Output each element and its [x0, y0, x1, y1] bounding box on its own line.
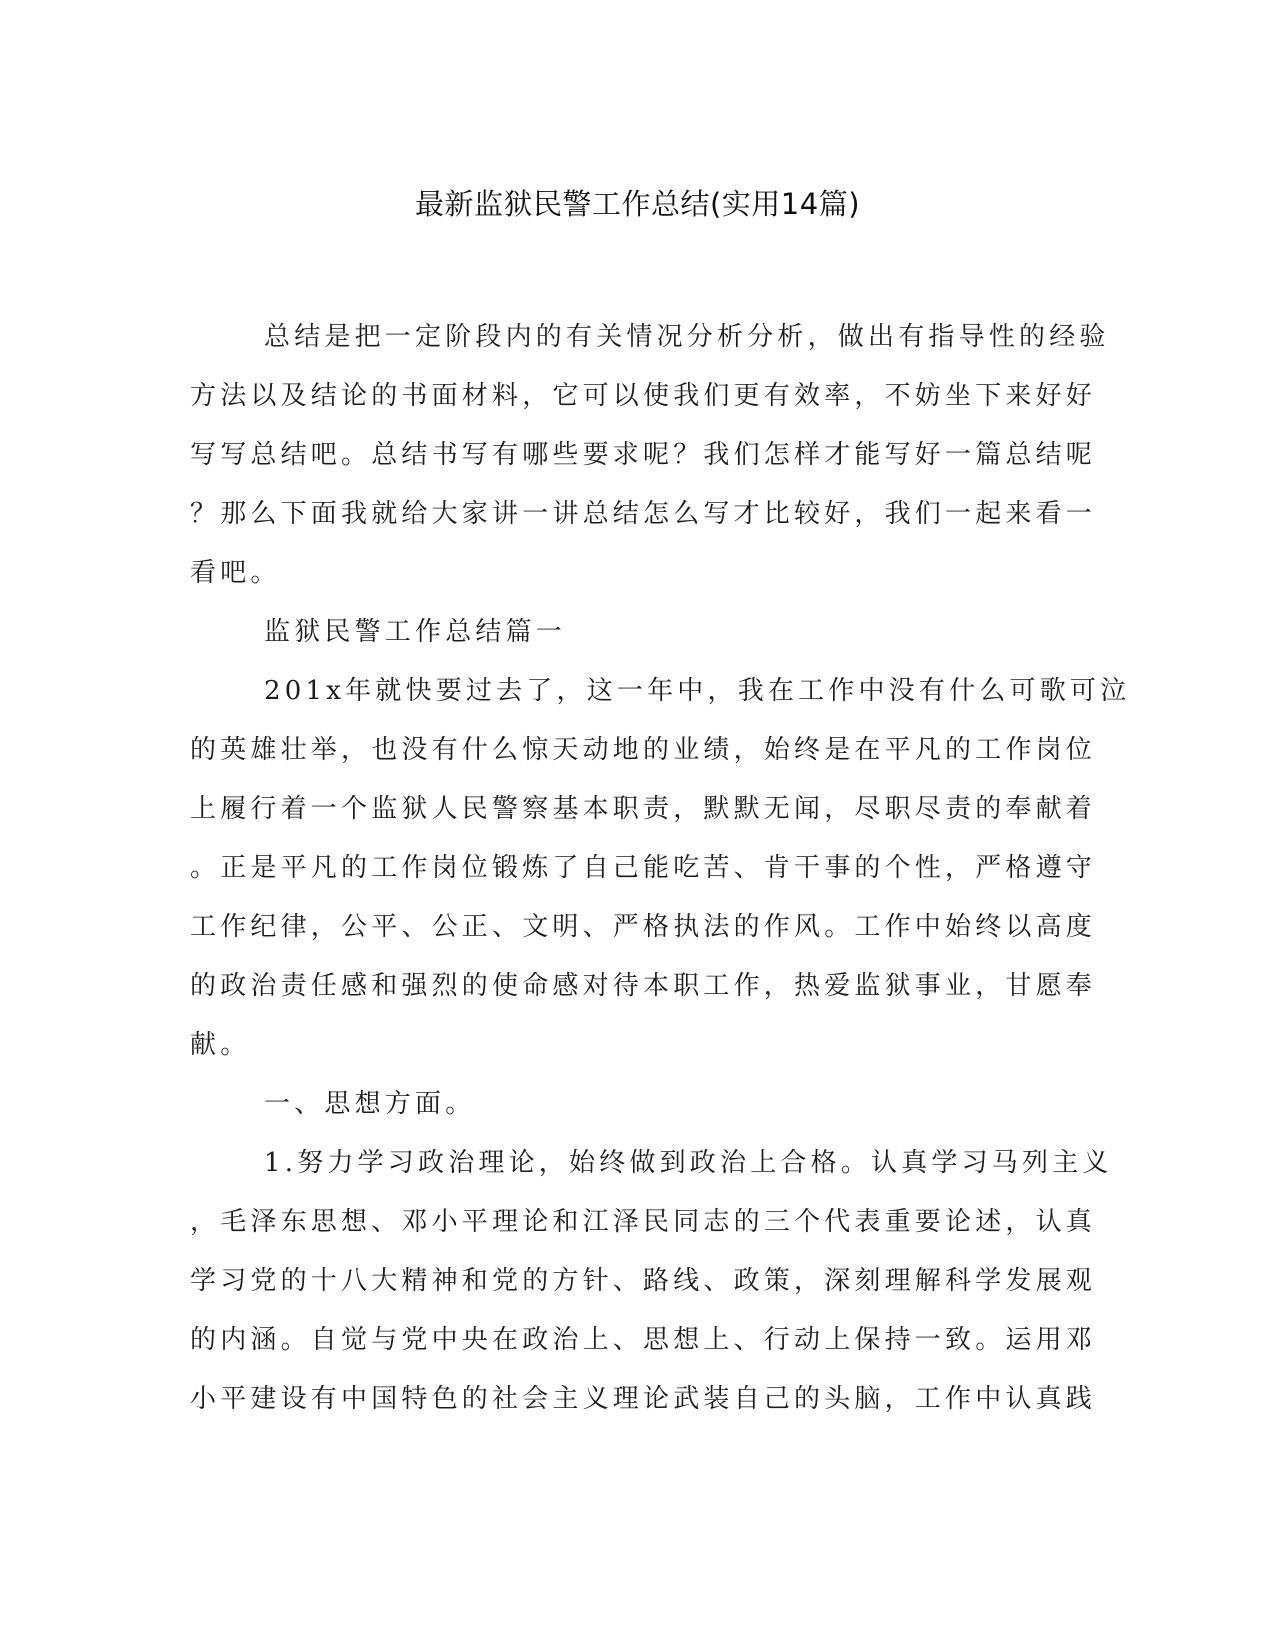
paragraph-line: 的内涵。自觉与党中央在政治上、思想上、行动上保持一致。运用邓 [190, 1325, 1097, 1355]
paragraph-line: 献。 [190, 1030, 251, 1060]
paragraph-line: 总结是把一定阶段内的有关情况分析分析，做出有指导性的经验 [264, 322, 1110, 352]
paragraph-line: 的政治责任感和强烈的使命感对待本职工作，热爱监狱事业，甘愿奉 [190, 971, 1097, 1001]
subsection-heading: 一、思想方面。 [264, 1089, 476, 1119]
paragraph-line: 201x年就快要过去了，这一年中，我在工作中没有什么可歌可泣 [264, 676, 1131, 706]
paragraph-line: 写写总结吧。总结书写有哪些要求呢？我们怎样才能写好一篇总结呢 [190, 440, 1097, 470]
paragraph-line: ？那么下面我就给大家讲一讲总结怎么写才比较好，我们一起来看一 [190, 499, 1097, 529]
document-title: 最新监狱民警工作总结(实用14篇) [414, 187, 861, 221]
paragraph-line: 的英雄壮举，也没有什么惊天动地的业绩，始终是在平凡的工作岗位 [190, 735, 1097, 765]
paragraph-line: 小平建设有中国特色的社会主义理论武装自己的头脑，工作中认真践 [190, 1384, 1097, 1414]
paragraph-line: 1.努力学习政治理论，始终做到政治上合格。认真学习马列主义 [264, 1148, 1113, 1178]
section-heading: 监狱民警工作总结篇一 [264, 617, 567, 647]
paragraph-line: ，毛泽东思想、邓小平理论和江泽民同志的三个代表重要论述，认真 [190, 1207, 1097, 1237]
paragraph-line: 上履行着一个监狱人民警察基本职责，默默无闻，尽职尽责的奉献着 [190, 794, 1097, 824]
paragraph-line: 。正是平凡的工作岗位锻炼了自己能吃苦、肯干事的个性，严格遵守 [190, 853, 1097, 883]
paragraph-line: 工作纪律，公平、公正、文明、严格执法的作风。工作中始终以高度 [190, 912, 1097, 942]
paragraph-line: 方法以及结论的书面材料，它可以使我们更有效率，不妨坐下来好好 [190, 381, 1097, 411]
paragraph-line: 学习党的十八大精神和党的方针、路线、政策，深刻理解科学发展观 [190, 1266, 1097, 1296]
paragraph-line: 看吧。 [190, 558, 281, 588]
